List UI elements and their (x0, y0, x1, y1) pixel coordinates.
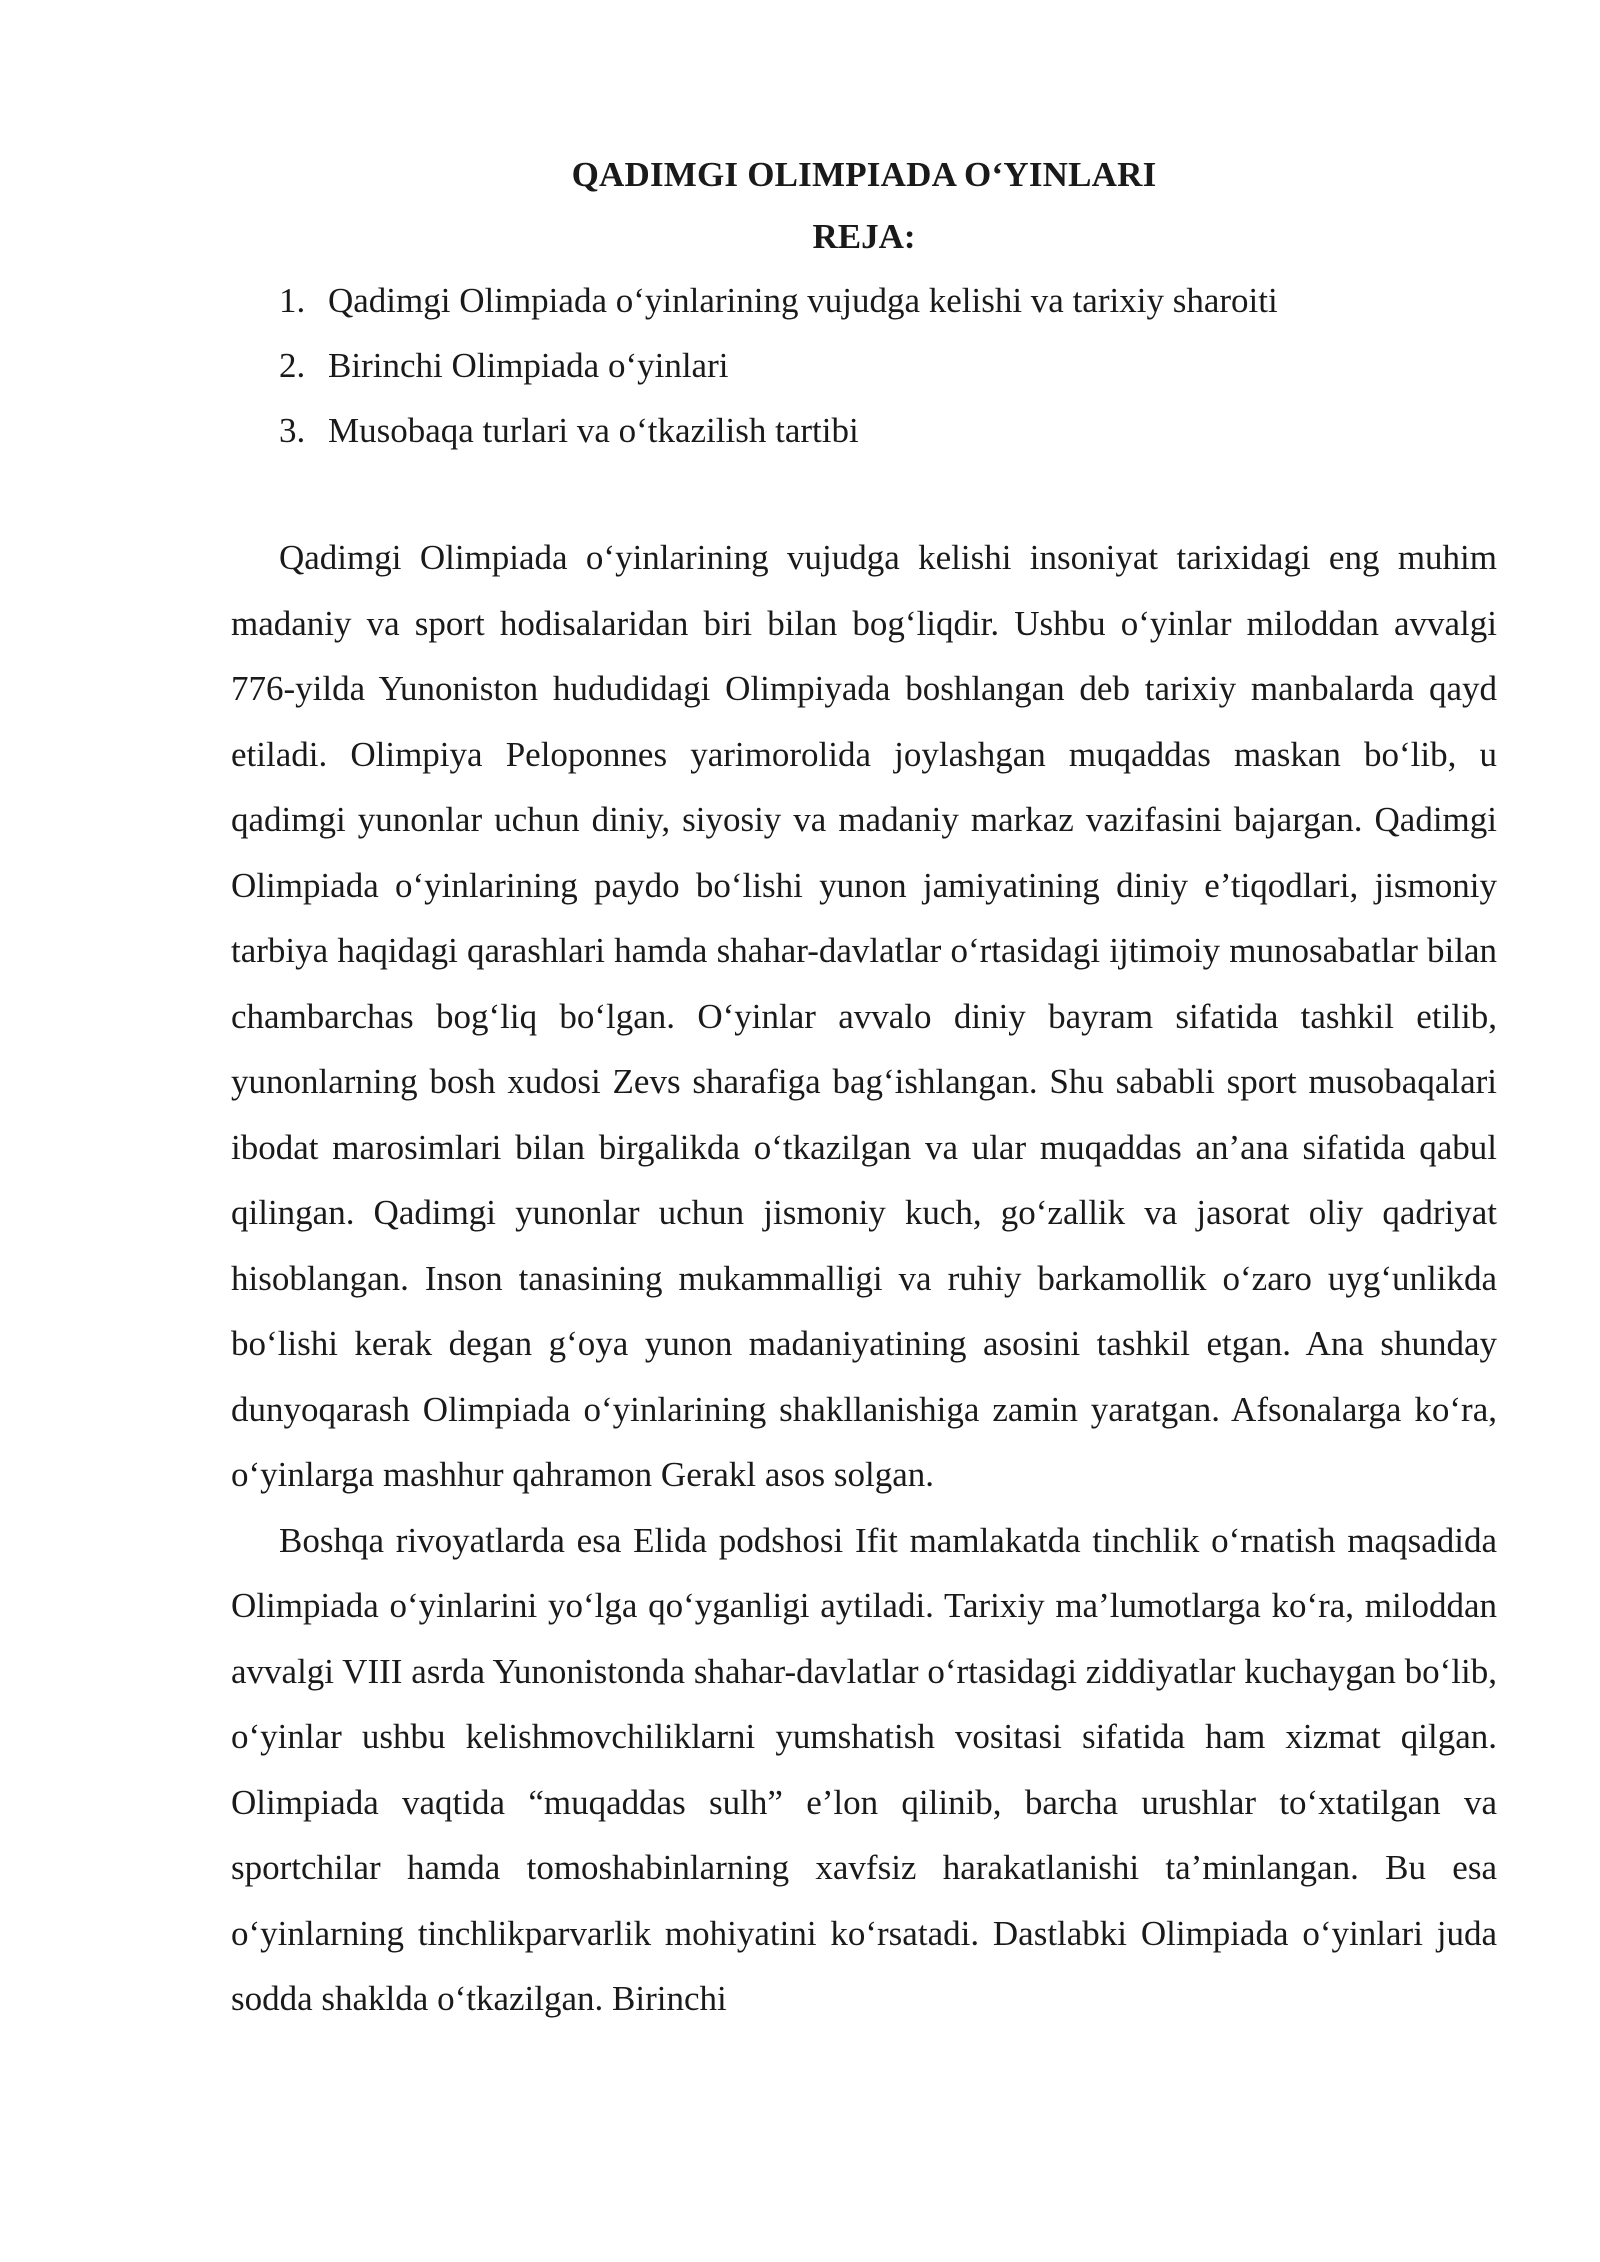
plan-item-text: Qadimgi Olimpiada o‘yinlarining vujudga kelishi va tarixiy sharoiti (328, 281, 1278, 320)
document-title: QADIMGI OLIMPIADA O‘YINLARI (571, 155, 1157, 194)
body-paragraph: Qadimgi Olimpiada o‘yinlarining vujudga kelishi insoniyat tarixidagi eng muhim madaniy va sport hodisalaridan biri bilan bog‘liqdir. Ushbu o‘yinlar miloddan avvalgi 776-yilda Yunoniston hududidagi Olimpiyada boshlangan deb tarixiy manbalarda qayd etiladi. Olimpiya Peloponnes yarimorolida joylashgan muqaddas maskan bo‘lib, u qadimgi yunonlar uchun diniy, siyosiy va madaniy markaz vazifasini bajargan. Qadimgi Olimpiada o‘yinlarining paydo bo‘lishi yunon jamiyatining diniy e’tiqodlari, jismoniy tarbiya haqidagi qarashlari hamda shahar-davlatlar o‘rtasidagi ijtimoiy munosabatlar bilan chambarchas bog‘liq bo‘lgan. O‘yinlar avvalo diniy bayram sifatida tashkil etilib, yunonlarning bosh xudosi Zevs sharafiga bag‘ishlangan. Shu sababli sport musobaqalari ibodat marosimlari bilan birgalikda o‘tkazilgan va ular muqaddas an’ana sifatida qabul qilingan. Qadimgi yunonlar uchun jismoniy kuch, go‘zallik va jasorat oliy qadriyat hisoblangan. Inson tanasining mukammalligi va ruhiy barkamollik o‘zaro uyg‘unlikda bo‘lishi kerak degan g‘oya yunon madaniyatining asosini tashkil etgan. Ana shunday dunyoqarash Olimpiada o‘yinlarining shakllanishiga zamin yaratgan. Afsonalarga ko‘ra, o‘yinlarga mashhur qahramon Gerakl asos solgan. (231, 538, 1497, 1494)
document-body (231, 145, 1497, 2032)
plan-item-text: Birinchi Olimpiada o‘yinlari (328, 346, 729, 385)
plan-item (231, 333, 1497, 398)
plan-item-number: 2. (279, 346, 306, 385)
plan-item-number: 3. (279, 411, 306, 450)
section-spacer (231, 463, 1497, 525)
plan-item-number: 1. (279, 281, 306, 320)
plan-item-text: Musobaqa turlari va o‘tkazilish tartibi (328, 411, 859, 450)
plan-item (231, 268, 1497, 333)
plan-list (231, 268, 1497, 463)
body-paragraph: Boshqa rivoyatlarda esa Elida podshosi Ifit mamlakatda tinchlik o‘rnatish maqsadida Olimpiada o‘yinlarini yo‘lga qo‘yganligi aytiladi. Tarixiy ma’lumotlarga ko‘ra, miloddan avvalgi VIII asrda Yunonistonda shahar-davlatlar o‘rtasidagi ziddiyatlar kuchaygan bo‘lib, o‘yinlar ushbu kelishmovchiliklarni yumshatish vositasi sifatida ham xizmat qilgan. Olimpiada vaqtida “muqaddas sulh” e’lon qilinib, barcha urushlar to‘xtatilgan va sportchilar hamda tomoshabinlarning xavfsiz harakatlanishi ta’minlangan. Bu esa o‘yinlarning tinchlikparvarlik mohiyatini ko‘rsatadi. Dastlabki Olimpiada o‘yinlari juda sodda shaklda o‘tkazilgan. Birinchi (231, 1520, 1497, 2018)
plan-item (231, 398, 1497, 463)
plan-heading: REJA: (812, 217, 916, 256)
